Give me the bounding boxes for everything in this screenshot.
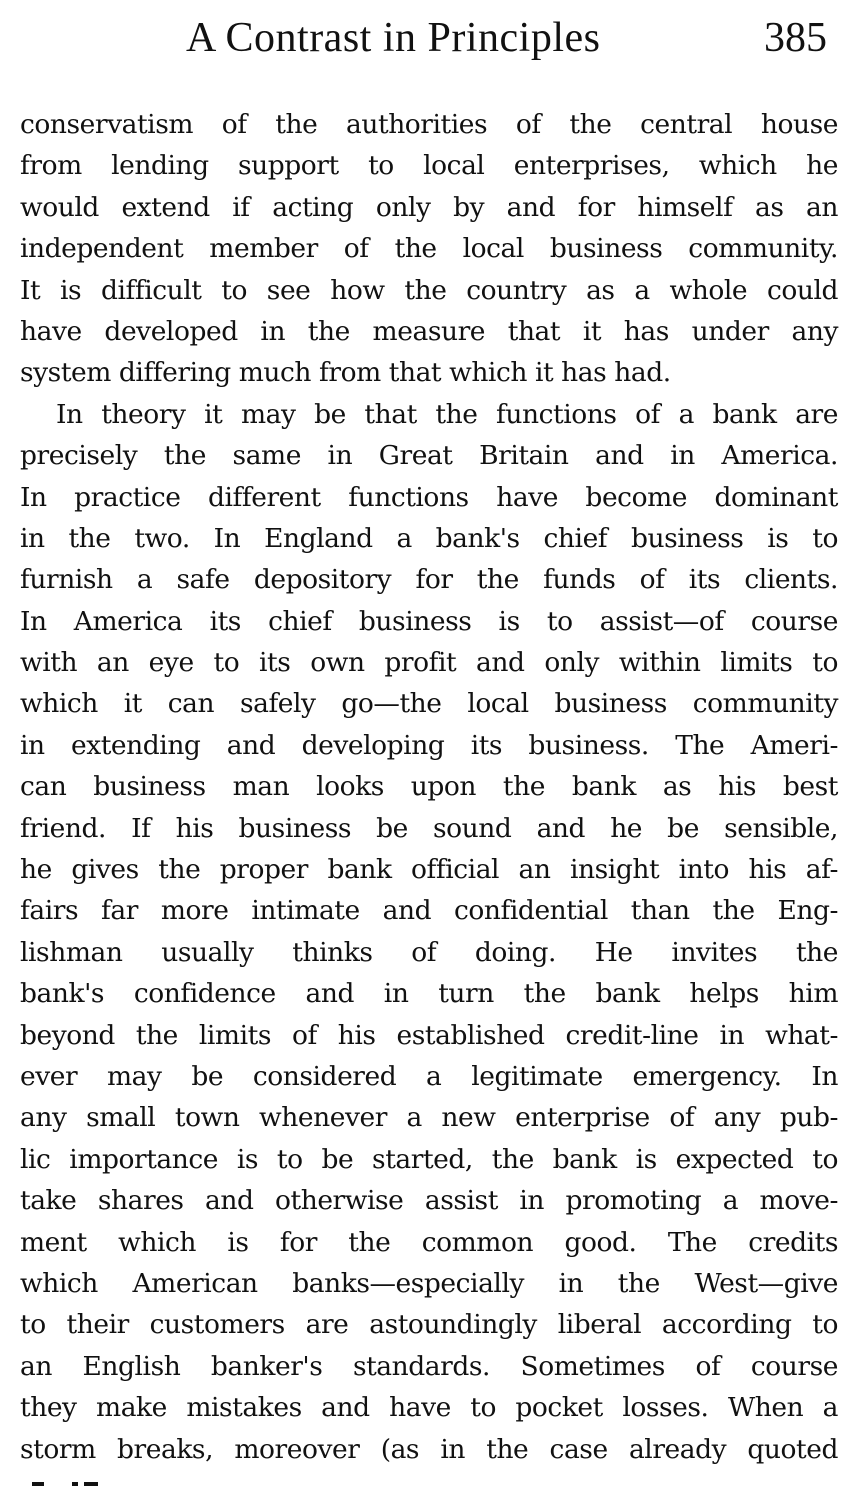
text-line: In theory it may be that the functions of a bank are [56, 398, 838, 430]
text-line: with an eye to its own profit and only within limits to [20, 647, 838, 679]
text-line: which American banks—especially in the West—give [20, 1267, 838, 1299]
text-line: take shares and otherwise assist in promoting a move- [20, 1185, 838, 1217]
text-line: fairs far more intimate and confidential than the Eng- [20, 895, 838, 927]
page-number: 385 [764, 15, 827, 61]
glyph-fragment [72, 1482, 78, 1486]
text-line: can business man looks upon the bank as his best [20, 771, 838, 803]
text-line: In practice different functions have become dominant [20, 481, 838, 513]
text-line: independent member of the local business community. [20, 233, 838, 265]
text-line: ever may be considered a legitimate emergency. In [20, 1060, 838, 1092]
text-line: would extend if acting only by and for himself as an [20, 191, 838, 223]
text-line: bank's confidence and in turn the bank helps him [20, 978, 838, 1010]
text-line: system differing much from that which it has had. [20, 357, 671, 389]
text-line: beyond the limits of his established credit-line in what- [20, 1019, 838, 1051]
text-line: have developed in the measure that it has under any [20, 315, 838, 347]
text-line: any small town whenever a new enterprise of any pub- [20, 1102, 838, 1134]
text-line: precisely the same in Great Britain and in America. [20, 440, 838, 472]
text-line: in extending and developing its business. The Ameri- [20, 729, 838, 761]
text-line: to their customers are astoundingly liberal according to [20, 1309, 838, 1341]
text-line: lic importance is to be started, the bank is expected to [20, 1143, 838, 1175]
text-line: in the two. In England a bank's chief business is to [20, 522, 838, 554]
text-line: furnish a safe depository for the funds of its clients. [20, 564, 838, 596]
text-line: In America its chief business is to assist—of course [20, 605, 838, 637]
text-line: an English banker's standards. Sometimes of course [20, 1350, 838, 1382]
body-text [20, 104, 838, 1470]
text-line: from lending support to local enterprises, which he [20, 150, 838, 182]
text-line: conservatism of the authorities of the central house [20, 109, 838, 140]
glyph-fragment [84, 1482, 98, 1486]
text-line: friend. If his business be sound and he be sensible, [20, 812, 838, 844]
text-line: lishman usually thinks of doing. He invites the [20, 936, 838, 968]
running-head-title: A Contrast in Principles [186, 15, 601, 61]
text-line: storm breaks, moreover (as in the case already quoted [20, 1433, 838, 1465]
text-line: It is difficult to see how the country as a whole could [20, 274, 838, 306]
glyph-fragment [32, 1482, 44, 1486]
text-line: which it can safely go—the local business community [20, 688, 838, 720]
text-line: they make mistakes and have to pocket losses. When a [20, 1392, 838, 1424]
text-line: he gives the proper bank official an insight into his af- [20, 854, 838, 886]
text-line: ment which is for the common good. The credits [20, 1226, 838, 1258]
cut-off-next-line [24, 1482, 124, 1490]
